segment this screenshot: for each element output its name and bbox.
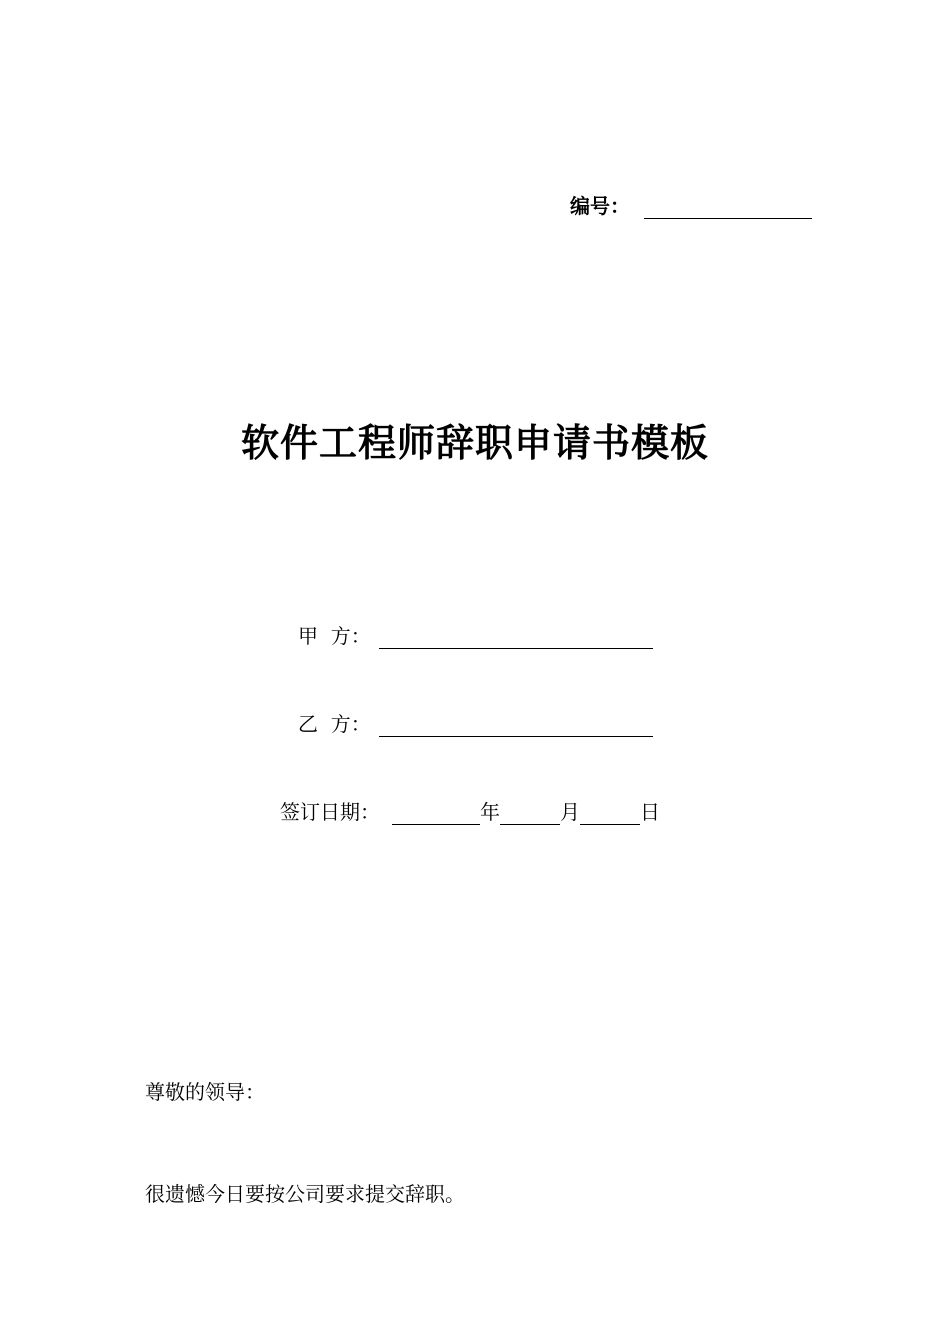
document-number (570, 190, 812, 219)
document-number-label: 编号： (570, 194, 630, 218)
year-blank (392, 802, 480, 825)
year-label: 年 (480, 800, 500, 824)
body-paragraph: 很遗憾今日要按公司要求提交辞职。 (145, 1182, 465, 1206)
party-b-blank (379, 714, 653, 737)
day-blank (580, 802, 640, 825)
greeting: 尊敬的领导： (145, 1080, 265, 1104)
party-a-blank (379, 626, 653, 649)
month-blank (500, 802, 560, 825)
party-b-label: 乙 方： (298, 712, 371, 736)
party-a-row (298, 620, 653, 649)
day-label: 日 (640, 800, 660, 824)
sign-date-label: 签订日期： (280, 800, 380, 824)
party-b-row (298, 708, 653, 737)
sign-date-row (280, 796, 660, 825)
document-title: 软件工程师辞职申请书模板 (240, 421, 709, 465)
month-label: 月 (560, 800, 580, 824)
party-a-label: 甲 方： (298, 624, 371, 648)
document-number-blank (644, 196, 812, 219)
